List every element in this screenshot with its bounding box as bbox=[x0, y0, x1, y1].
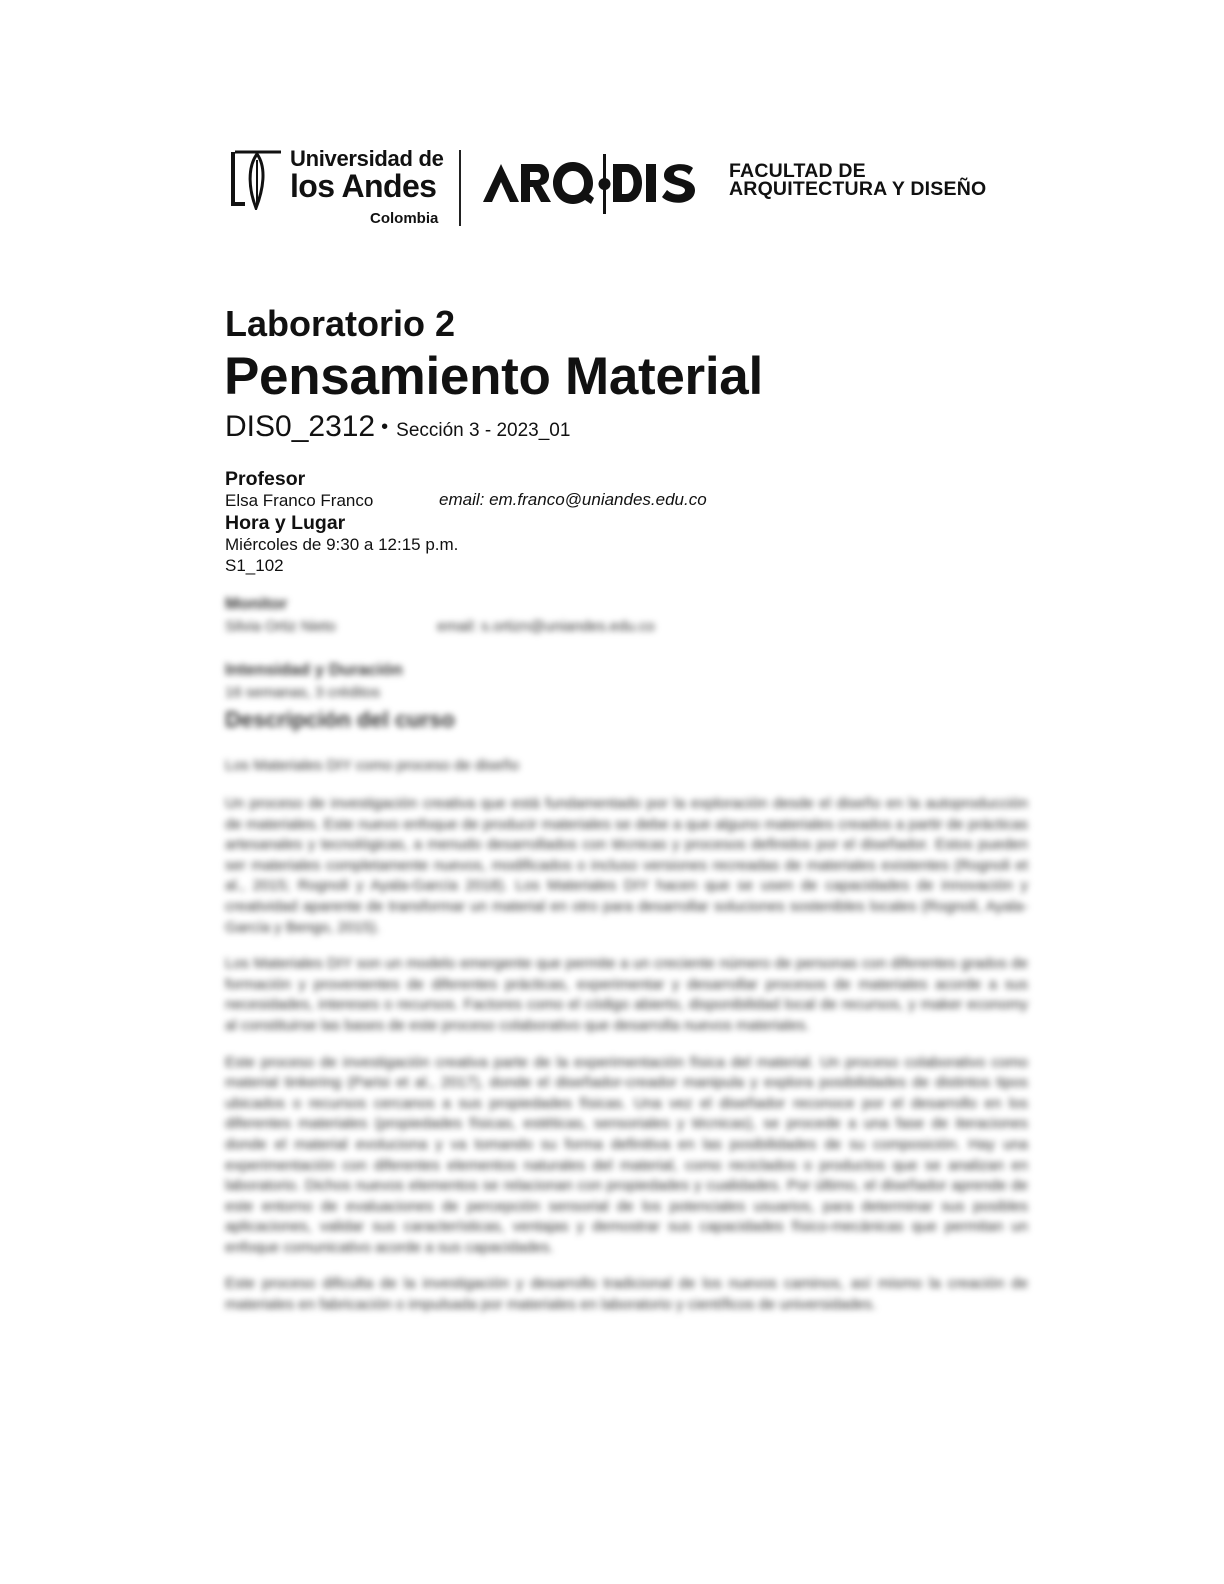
duration-heading: Intensidad y Duración bbox=[225, 660, 403, 679]
course-code-row bbox=[225, 410, 570, 444]
duration-text: 16 semanas, 3 créditos bbox=[225, 684, 381, 701]
description-paragraph: Este proceso dificulta de la investigación y desarrollo tradicional de los nuevos caminos, así mismo la creación de materiales en fabricación o impulsada por materiales en laboratorio y científicos de universidades. bbox=[225, 1275, 1028, 1314]
universidad-de-los-andes-logo bbox=[229, 142, 444, 230]
faculty-name-line2: ARQUITECTURA Y DISEÑO bbox=[729, 178, 987, 200]
university-country: Colombia bbox=[370, 210, 439, 227]
monitor-heading: Monitor bbox=[225, 594, 288, 613]
course-title: Pensamiento Material bbox=[224, 347, 763, 406]
course-code: DIS0_2312 bbox=[225, 410, 376, 443]
blurred-content bbox=[225, 594, 1028, 1332]
los-andes-emblem-icon bbox=[229, 146, 287, 210]
monitor-name: Silvia Ortiz Nieto bbox=[225, 618, 336, 635]
description-heading: Descripción del curso bbox=[225, 707, 455, 732]
course-section: Sección 3 - 2023_01 bbox=[396, 420, 571, 441]
description-lead: Los Materiales DIY como proceso de diseño bbox=[225, 757, 520, 774]
logo-divider bbox=[459, 150, 461, 226]
professor-heading: Profesor bbox=[225, 468, 306, 490]
course-info bbox=[225, 468, 1025, 576]
description-paragraph: Un proceso de investigación creativa que está fundamentado por la exploración desde el diseño en la autoproducción de materiales. Este nuevo enfoque de producir materiales se debe a que alguno materiales creados a partir de prácticas artesanales y tecnológicas, a menudo desarrollados con técnicas y procesos definidos por el diseñador. Estos pueden ser materiales completamente nuevos, modificados o incluso versiones recreadas de materiales existentes (Rognoli et al., 2015; Rognoli y Ayala-García 2018). Los Materiales DIY hacen que se usen de capacidades de innovación y creatividad aparente de transformar un material en otro para desarrollar soluciones sostenibles locales (Rognoli, Ayala-García y Bengo, 2015). bbox=[225, 795, 1028, 936]
professor-name: Elsa Franco Franco bbox=[225, 491, 374, 510]
university-name-line2: los Andes bbox=[290, 168, 437, 204]
university-name-line1: Universidad de bbox=[290, 146, 444, 171]
professor-email: email: em.franco@uniandes.edu.co bbox=[439, 490, 707, 509]
schedule-room: S1_102 bbox=[225, 556, 284, 575]
arqdis-logo bbox=[481, 154, 721, 214]
lab-title: Laboratorio 2 bbox=[225, 303, 456, 344]
faculty-name-line1: FACULTAD DE bbox=[729, 160, 866, 182]
monitor-row bbox=[225, 618, 1028, 640]
schedule-heading: Hora y Lugar bbox=[225, 512, 346, 534]
monitor-email: email: s.ortizn@uniandes.edu.co bbox=[437, 618, 655, 635]
bullet-separator: • bbox=[381, 416, 389, 438]
professor-row bbox=[225, 490, 1025, 512]
page-header bbox=[229, 142, 1029, 232]
description-paragraph: Este proceso de investigación creativa parte de la experimentación física del material. Un proceso colaborativo como material tinkering (Parisi et al., 2017), donde el diseñador-creador manipula y explora posibilidades de distintos tipos ubicados o recursos cercanos a sus propiedades físicas. Una vez el diseñador reconoce por el desarrollo en los diferentes materiales (propiedades físicas, estéticas, sensoriales y técnicas), se procede a una fase de iteraciones donde el material evoluciona y va tomando su forma definitiva en las posibilidades de su composición. Hay una experimentación con diferentes elementos naturales del material, como reciclados o productos que se analizan en laboratorio. Dichos nuevos elementos se relacionan con propiedades y cualidades. Por último, el diseñador aprende de este entorno de evaluaciones de percepción sensorial de los potenciales usuarios, para determinar sus posibles aplicaciones, validar sus características, ventajas y demostrar sus capacidades físico-mecánicas que permitan un enfoque comunicativo acorde a sus capacidades. bbox=[225, 1053, 1028, 1256]
description-paragraph: Los Materiales DIY son un modelo emergente que permite a un creciente número de personas con diferentes grados de formación y provenientes de diferentes prácticas, experimentar y desarrollar procesos de materiales acorde a sus necesidades, intereses o recursos. Factores como el código abierto, disponibilidad local de recursos, y maker economy al constituirse las bases de este proceso colaborativo que desarrolla nuevos materiales. bbox=[225, 955, 1028, 1034]
schedule-time: Miércoles de 9:30 a 12:15 p.m. bbox=[225, 535, 459, 554]
